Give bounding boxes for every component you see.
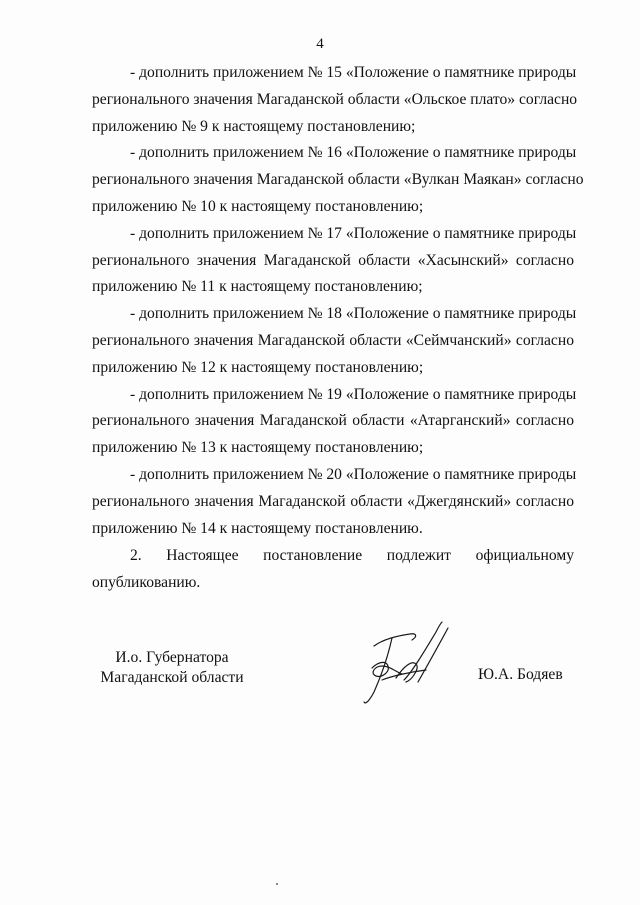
amendment-item — [92, 221, 577, 301]
signatory-position-line: И.о. Губернатора — [115, 649, 229, 666]
amendment-line: - дополнить приложением № 18 «Положение о памятнике природы — [130, 305, 577, 323]
document-body — [92, 60, 584, 613]
clause-2 — [92, 543, 574, 597]
amendment-item — [92, 60, 578, 140]
amendment-line: регионального значения Магаданской области «Сеймчанский» согласно — [92, 331, 574, 349]
handwritten-signature — [352, 616, 462, 708]
amendment-line: регионального значения Магаданской области «Вулкан Маякан» согласно — [92, 171, 584, 189]
amendment-line: приложению № 11 к настоящему постановлению; — [92, 278, 423, 296]
amendment-line: регионального значения Магаданской области «Ольское плато» согласно — [92, 90, 578, 108]
amendment-line: приложению № 13 к настоящему постановлению; — [92, 439, 424, 457]
amendment-line: - дополнить приложением № 20 «Положение о памятнике природы — [130, 465, 577, 483]
amendment-line: регионального значения Магаданской области «Хасынский» согласно — [92, 251, 574, 269]
amendment-item — [92, 301, 577, 381]
amendment-line: - дополнить приложением № 17 «Положение о памятнике природы — [130, 224, 577, 242]
clause-line: опубликованию. — [92, 574, 201, 592]
signatory-name: Ю.А. Бодяев — [478, 666, 563, 683]
amendment-line: приложению № 10 к настоящему постановлению; — [92, 197, 424, 215]
scan-speck — [276, 883, 278, 885]
amendment-line: регионального значения Магаданской области «Джегдянский» согласно — [92, 492, 574, 510]
amendment-line: - дополнить приложением № 15 «Положение о памятнике природы — [130, 64, 577, 81]
amendment-item — [92, 462, 577, 542]
amendment-item — [92, 382, 577, 462]
signatory-position — [92, 648, 252, 688]
clause-line: 2. Настоящее постановление подлежит официальному — [130, 547, 574, 565]
amendment-line: - дополнить приложением № 19 «Положение о памятнике природы — [130, 385, 577, 403]
amendment-line: приложению № 12 к настоящему постановлению; — [92, 358, 424, 376]
signatory-position-line: Магаданской области — [100, 669, 244, 686]
amendment-line: регионального значения Магаданской области «Атарганский» согласно — [92, 412, 574, 430]
amendment-line: приложению № 9 к настоящему постановлению; — [92, 117, 416, 135]
amendment-line: приложению № 14 к настоящему постановлению. — [92, 519, 423, 537]
amendment-line: - дополнить приложением № 16 «Положение о памятнике природы — [130, 144, 577, 162]
amendment-item — [92, 140, 584, 220]
page-number: 4 — [316, 36, 324, 52]
